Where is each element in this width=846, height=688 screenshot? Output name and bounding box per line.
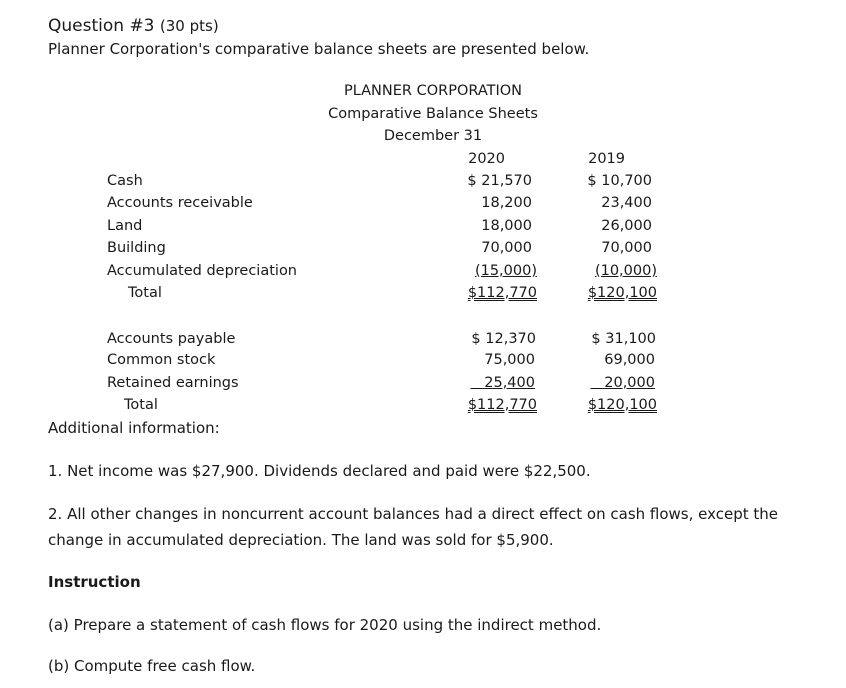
question-points: (30 pts) xyxy=(159,17,219,35)
year-2019-header: 2019 xyxy=(588,151,625,167)
question-intro: Planner Corporation's comparative balance sheets are presented below. xyxy=(48,40,590,58)
row-label-building: Building xyxy=(107,240,166,256)
row-label-accounts-payable: Accounts payable xyxy=(107,331,236,347)
accumulated-depreciation-2020: (15,000) xyxy=(474,263,537,279)
retained-earnings-2020: 25,400 xyxy=(484,375,535,391)
building-2020: 70,000 xyxy=(481,240,532,256)
row-label-cash: Cash xyxy=(107,173,143,189)
additional-info-item-1: 1. Net income was $27,900. Dividends declared and paid were $22,500. xyxy=(48,462,591,480)
row-label-common-stock: Common stock xyxy=(107,352,216,368)
liabilities-total-2019: $120,100 xyxy=(587,397,657,413)
retained-earnings-2019: 20,000 xyxy=(604,375,655,391)
question-number: Question #3 xyxy=(48,16,155,36)
common-stock-2019: 69,000 xyxy=(604,352,655,368)
cash-2020: $ 21,570 xyxy=(467,173,532,189)
liabilities-total-2020: $112,770 xyxy=(467,397,537,413)
statement-title: Comparative Balance Sheets xyxy=(328,106,538,122)
accounts-payable-2019: $ 31,100 xyxy=(591,331,656,347)
company-name: PLANNER CORPORATION xyxy=(343,83,523,99)
row-label-accumulated-depreciation: Accumulated depreciation xyxy=(107,263,298,279)
row-label-assets-total: Total xyxy=(128,285,162,301)
accounts-payable-2020: $ 12,370 xyxy=(471,331,536,347)
land-2020: 18,000 xyxy=(481,218,532,234)
row-label-land: Land xyxy=(107,218,143,234)
common-stock-2020: 75,000 xyxy=(484,352,535,368)
question-title xyxy=(48,16,219,36)
cash-2019: $ 10,700 xyxy=(587,173,652,189)
assets-total-2020: $112,770 xyxy=(467,285,537,301)
assets-total-2019: $120,100 xyxy=(587,285,657,301)
statement-date: December 31 xyxy=(383,128,483,144)
instruction-a: (a) Prepare a statement of cash flows for 2020 using the indirect method. xyxy=(48,616,602,634)
additional-info-item-2: 2. All other changes in noncurrent account balances had a direct effect on cash flows, except the change in accumulated depreciation. The land was sold for $5,900. xyxy=(48,505,778,549)
accumulated-depreciation-2019: (10,000) xyxy=(594,263,657,279)
instruction-b: (b) Compute free cash flow. xyxy=(48,657,256,675)
row-label-liabilities-total: Total xyxy=(124,397,158,413)
additional-info-heading: Additional information: xyxy=(48,419,220,437)
row-label-retained-earnings: Retained earnings xyxy=(107,375,239,391)
accounts-receivable-2020: 18,200 xyxy=(481,195,532,211)
instruction-heading: Instruction xyxy=(48,573,141,591)
building-2019: 70,000 xyxy=(601,240,652,256)
year-2020-header: 2020 xyxy=(468,151,505,167)
row-label-accounts-receivable: Accounts receivable xyxy=(107,195,253,211)
land-2019: 26,000 xyxy=(601,218,652,234)
accounts-receivable-2019: 23,400 xyxy=(601,195,652,211)
